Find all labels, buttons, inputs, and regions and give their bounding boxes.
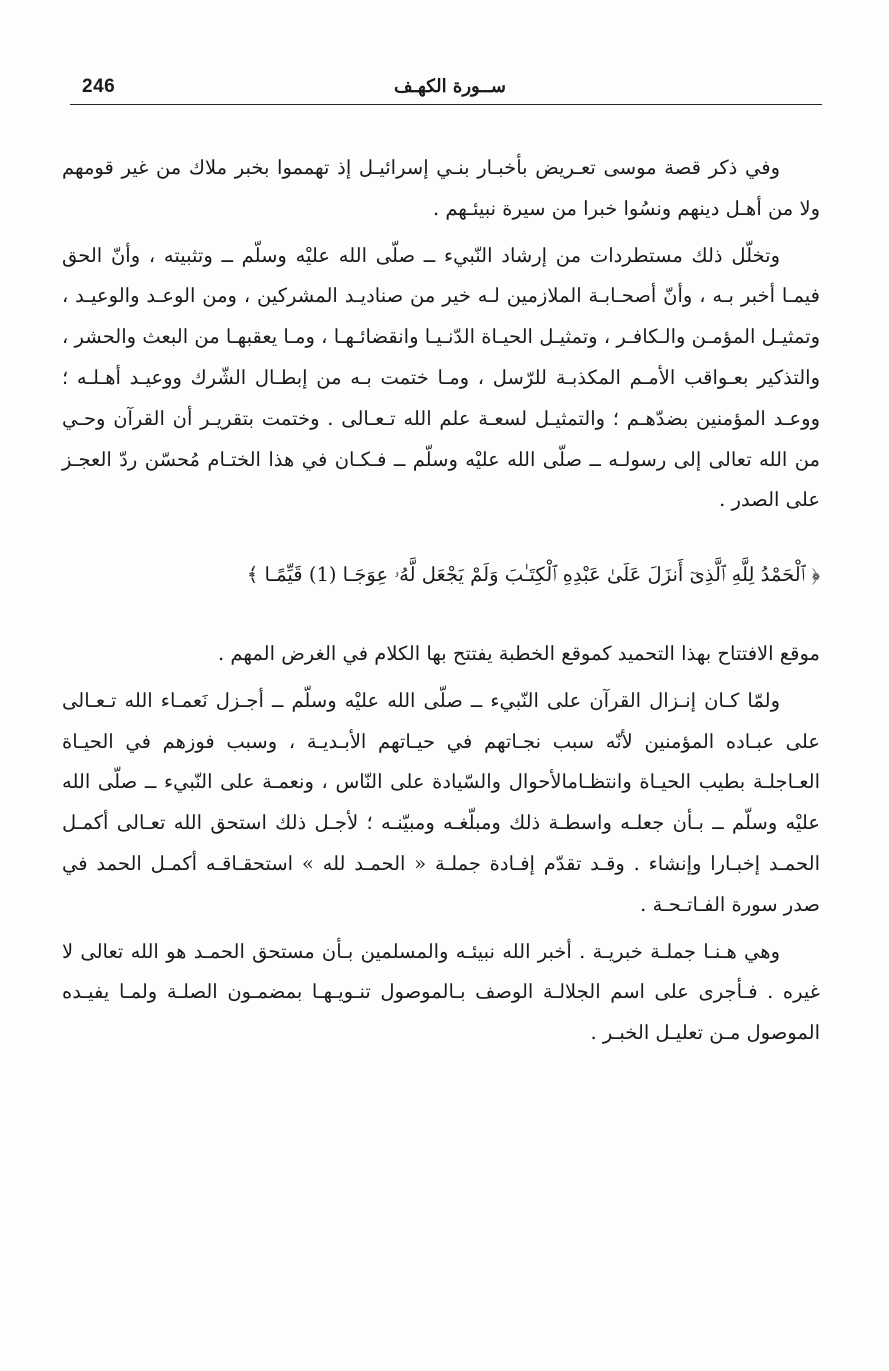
paragraph-2: وتخلّل ذلك مستطردات من إرشاد النّبيء ــ صلّى الله عليْه وسلّم ــ وتثبيته ، وأنّ الحق فيمـا أخبر بـه ، وأنّ أصحـابـة الملازمين لـه خير من صناديـد المشركين ، ومن الوعـد والوعيـد ، وتمثيـل المؤمـن والـكافـر ، وتمثيـل الحيـاة الدّنـيـا وانقضائـهـا ، ومـا يعقبهـا من البعث والحشر ، والتذكير بعـواقب الأمـم المكذبـة للرّسل ، ومـا ختمت بـه من إبطـال الشّرك ووعيـد أهـلـه ؛ ووعـد المؤمنين بضدّهـم ؛ والتمثيـل لسعـة علم الله تـعـالى . وختمت بتقريـر أن القرآن وحـي من الله تعالى إلى رسولـه ــ صلّى الله عليْه وسلّم ــ فـكـان في هذا الختـام مُحسّن ردّ العجـز على الصدر .: [62, 243, 820, 512]
paragraph-5: وهي هـنـا جملـة خبريـة . أخبر الله نبيئـه والمسلمين بـأن مستحق الحمـد هو الله تعالى لا غيره . فـأجرى على اسم الجلالـة الوصف بـالموصول تنـويـهـا بمضمـون الصلـة ولمـا يفيـده الموصول مـن تعليـل الخبـر .: [62, 939, 820, 1045]
page-body: [62, 148, 820, 1054]
page-number: 246: [82, 76, 116, 97]
verse-spacer-top: [62, 521, 820, 555]
header-rule: [70, 104, 822, 105]
paragraph-1: وفي ذكر قصة موسى تعـريض بأخبـار بنـي إسرائيـل إذ تهمموا بخبر ملاك من غير قومهم ولا من أهـل دينهم ونسُوا خبرا من سيرة نبيئـهم .: [62, 156, 820, 220]
paragraph-3: موقع الافتتاح بهذا التحميد كموقع الخطبة يفتتح بها الكلام في الغرض المهم .: [218, 641, 820, 665]
paragraph-4: ولمّا كـان إنـزال القرآن على النّبيء ــ صلّى الله عليْه وسلّم ــ أجـزل نَعمـاء الله تـعـالى على عبـاده المؤمنين لأنّه سبب نجـاتهم في حيـاتهم الأبـديـة ، وسبب فوزهم في الحيـاة العـاجلـة بطيب الحيـاة وانتظـامالأحوال والسّيادة على النّاس ، ونعمـة على النّبيء ــ صلّى الله عليْه وسلّم ــ بـأن جعلـه واسطـة ذلك ومبلّغـه ومبيّنـه ؛ لأجـل ذلك استحق الله تعـالى أكمـل الحمـد إخبـارا وإنشاء . وقـد تقدّم إفـادة جملـة « الحمـد لله » استحقـاقـه أكمـل الحمد في صدر سورة الفـاتـحـة .: [62, 688, 820, 916]
page-header: [70, 74, 822, 102]
quran-verse: ﴿ ٱلْحَمْدُ لِلَّهِ ٱلَّذِىٓ أَنزَلَ عَلَىٰ عَبْدِهِ ٱلْكِتَـٰبَ وَلَمْ يَجْعَل لَّهُۥ عِوَجَـا (1) قَيِّمًـا ﴾: [246, 563, 820, 587]
running-title: ســورة الكهـف: [394, 76, 506, 97]
verse-spacer-bottom: [62, 596, 820, 634]
